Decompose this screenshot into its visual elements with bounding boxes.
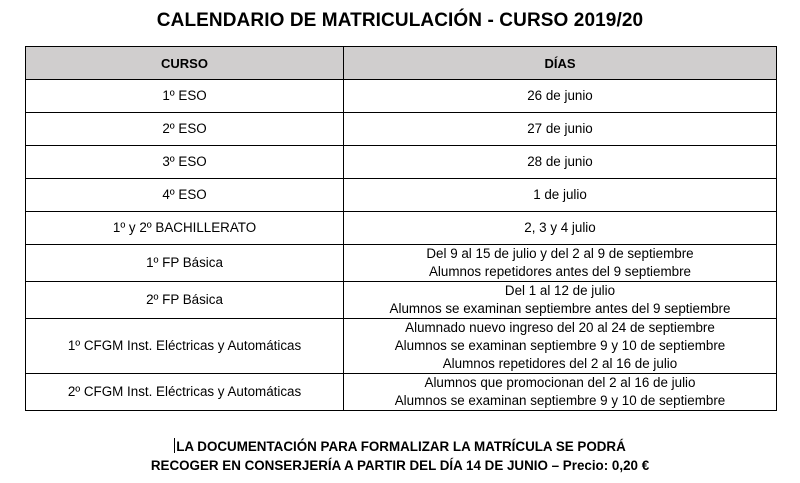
- curso-cell: 1º CFGM Inst. Eléctricas y Automáticas: [26, 319, 344, 374]
- header-curso: CURSO: [26, 47, 344, 80]
- documentation-notice: [0, 437, 800, 475]
- dias-cell: [344, 80, 777, 113]
- dias-line: Alumnos se examinan septiembre 9 y 10 de septiembre: [394, 393, 726, 408]
- dias-line: Alumnos se examinan septiembre antes del 9 septiembre: [389, 301, 731, 316]
- dias-line: Alumnos se examinan septiembre 9 y 10 de septiembre: [394, 338, 726, 353]
- dias-line: 1 de julio: [533, 187, 587, 202]
- dias-line: Del 9 al 15 de julio y del 2 al 9 de septiembre: [426, 246, 694, 261]
- dias-line: Alumnos repetidores antes del 9 septiembre: [428, 264, 691, 279]
- dias-line: Del 1 al 12 de julio: [504, 283, 616, 298]
- table-header-row: [26, 47, 777, 80]
- table-row: [26, 146, 777, 179]
- dias-line: 27 de junio: [527, 121, 593, 136]
- dias-cell: [344, 212, 777, 245]
- dias-line: 28 de junio: [527, 154, 593, 169]
- dias-cell: [344, 179, 777, 212]
- table-row: [26, 113, 777, 146]
- curso-cell: 1º FP Básica: [26, 245, 344, 282]
- table-row: [26, 374, 777, 411]
- dias-line: Alumnos que promocionan del 2 al 16 de julio: [424, 375, 696, 390]
- enrollment-calendar-table: [25, 46, 777, 411]
- dias-cell: [344, 319, 777, 374]
- table-row: [26, 245, 777, 282]
- table-row: [26, 282, 777, 319]
- curso-cell: 1º y 2º BACHILLERATO: [26, 212, 344, 245]
- table-row: [26, 212, 777, 245]
- header-dias: DÍAS: [344, 47, 777, 80]
- curso-cell: 4º ESO: [26, 179, 344, 212]
- notice-line-1-text: LA DOCUMENTACIÓN PARA FORMALIZAR LA MATRÍCULA SE PODRÁ: [176, 439, 626, 454]
- dias-cell: [344, 245, 777, 282]
- curso-cell: 3º ESO: [26, 146, 344, 179]
- table-row: [26, 319, 777, 374]
- curso-cell: 2º ESO: [26, 113, 344, 146]
- dias-cell: [344, 374, 777, 411]
- dias-line: Alumnos repetidores del 2 al 16 de julio: [442, 356, 678, 371]
- notice-line-1: [0, 437, 800, 456]
- dias-cell: [344, 282, 777, 319]
- table-row: [26, 179, 777, 212]
- dias-line: 2, 3 y 4 julio: [524, 220, 596, 235]
- dias-cell: [344, 113, 777, 146]
- dias-line: 26 de junio: [527, 88, 593, 103]
- notice-line-2: RECOGER EN CONSERJERÍA A PARTIR DEL DÍA 14 DE JUNIO – Precio: 0,20 €: [150, 458, 650, 473]
- page-title: CALENDARIO DE MATRICULACIÓN - CURSO 2019/20: [156, 10, 644, 31]
- table-row: [26, 80, 777, 113]
- curso-cell: 2º CFGM Inst. Eléctricas y Automáticas: [26, 374, 344, 411]
- curso-cell: 1º ESO: [26, 80, 344, 113]
- dias-cell: [344, 146, 777, 179]
- dias-line: Alumnado nuevo ingreso del 20 al 24 de septiembre: [405, 320, 715, 335]
- curso-cell: 2º FP Básica: [26, 282, 344, 319]
